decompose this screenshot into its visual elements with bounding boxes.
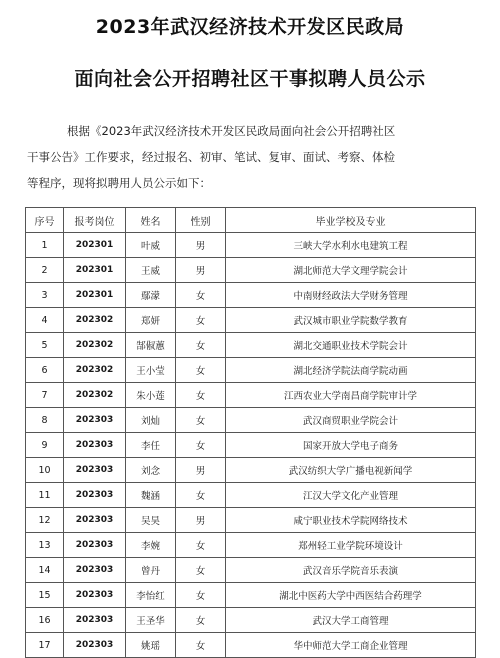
table-row — [26, 333, 476, 358]
cell-serial-number: 9 — [26, 433, 64, 458]
cell-school-major: 咸宁职业技术学院网络技术 — [226, 508, 476, 533]
table-row — [26, 483, 476, 508]
cell-position: 202303 — [64, 633, 126, 658]
table-row — [26, 283, 476, 308]
intro-paragraph-line-2: 干事公告》工作要求，经过报名、初审、笔试、复审、面试、考察、体检 — [27, 150, 395, 164]
cell-serial-number: 10 — [26, 458, 64, 483]
cell-serial-number: 13 — [26, 533, 64, 558]
header-name: 姓名 — [126, 208, 176, 233]
cell-position: 202302 — [64, 358, 126, 383]
cell-name: 朱小莲 — [126, 383, 176, 408]
cell-gender: 男 — [176, 233, 226, 258]
cell-school-major: 郑州轻工业学院环境设计 — [226, 533, 476, 558]
cell-gender: 女 — [176, 358, 226, 383]
table-row — [26, 558, 476, 583]
cell-name: 刘灿 — [126, 408, 176, 433]
cell-position: 202303 — [64, 558, 126, 583]
cell-gender: 女 — [176, 283, 226, 308]
cell-name: 姚瑶 — [126, 633, 176, 658]
cell-school-major: 华中师范大学工商企业管理 — [226, 633, 476, 658]
header-position: 报考岗位 — [64, 208, 126, 233]
cell-name: 魏涵 — [126, 483, 176, 508]
cell-serial-number: 17 — [26, 633, 64, 658]
cell-gender: 女 — [176, 558, 226, 583]
cell-gender: 男 — [176, 258, 226, 283]
cell-school-major: 武汉大学工商管理 — [226, 608, 476, 633]
cell-position: 202303 — [64, 608, 126, 633]
cell-school-major: 湖北经济学院法商学院动画 — [226, 358, 476, 383]
cell-school-major: 武汉商贸职业学院会计 — [226, 408, 476, 433]
cell-name: 吴昊 — [126, 508, 176, 533]
cell-school-major: 三峡大学水利水电建筑工程 — [226, 233, 476, 258]
cell-name: 郑妍 — [126, 308, 176, 333]
cell-serial-number: 3 — [26, 283, 64, 308]
cell-gender: 女 — [176, 433, 226, 458]
cell-name: 李任 — [126, 433, 176, 458]
cell-name: 刘念 — [126, 458, 176, 483]
cell-serial-number: 15 — [26, 583, 64, 608]
cell-gender: 女 — [176, 533, 226, 558]
cell-serial-number: 6 — [26, 358, 64, 383]
cell-gender: 女 — [176, 608, 226, 633]
cell-serial-number: 5 — [26, 333, 64, 358]
cell-serial-number: 2 — [26, 258, 64, 283]
table-row — [26, 233, 476, 258]
cell-school-major: 武汉城市职业学院数学教育 — [226, 308, 476, 333]
cell-gender: 女 — [176, 308, 226, 333]
cell-gender: 女 — [176, 383, 226, 408]
cell-name: 曾丹 — [126, 558, 176, 583]
cell-school-major: 江汉大学文化产业管理 — [226, 483, 476, 508]
table-row — [26, 508, 476, 533]
cell-position: 202301 — [64, 258, 126, 283]
table-row — [26, 458, 476, 483]
candidate-table — [25, 207, 476, 658]
table-row — [26, 608, 476, 633]
cell-school-major: 中南财经政法大学财务管理 — [226, 283, 476, 308]
cell-position: 202303 — [64, 483, 126, 508]
cell-gender: 女 — [176, 333, 226, 358]
cell-name: 王小莹 — [126, 358, 176, 383]
cell-gender: 女 — [176, 408, 226, 433]
cell-school-major: 湖北交通职业技术学院会计 — [226, 333, 476, 358]
cell-school-major: 湖北师范大学文理学院会计 — [226, 258, 476, 283]
header-gender: 性别 — [176, 208, 226, 233]
cell-serial-number: 16 — [26, 608, 64, 633]
header-school-major: 毕业学校及专业 — [226, 208, 476, 233]
cell-position: 202302 — [64, 383, 126, 408]
cell-gender: 男 — [176, 508, 226, 533]
table-header-row — [26, 208, 476, 233]
cell-serial-number: 14 — [26, 558, 64, 583]
intro-paragraph-line-3: 等程序，现将拟聘用人员公示如下： — [27, 176, 211, 190]
cell-gender: 男 — [176, 458, 226, 483]
table-row — [26, 383, 476, 408]
cell-name: 王圣华 — [126, 608, 176, 633]
cell-position: 202303 — [64, 458, 126, 483]
cell-position: 202303 — [64, 583, 126, 608]
table-row — [26, 258, 476, 283]
header-serial-number: 序号 — [26, 208, 64, 233]
cell-school-major: 国家开放大学电子商务 — [226, 433, 476, 458]
cell-serial-number: 11 — [26, 483, 64, 508]
cell-position: 202303 — [64, 533, 126, 558]
cell-name: 王威 — [126, 258, 176, 283]
cell-position: 202302 — [64, 308, 126, 333]
cell-serial-number: 12 — [26, 508, 64, 533]
cell-position: 202302 — [64, 333, 126, 358]
cell-serial-number: 1 — [26, 233, 64, 258]
table-row — [26, 408, 476, 433]
cell-serial-number: 4 — [26, 308, 64, 333]
cell-position: 202301 — [64, 283, 126, 308]
intro-paragraph-line-1: 根据《2023年武汉经济技术开发区民政局面向社会公开招聘社区 — [67, 124, 396, 138]
cell-school-major: 江西农业大学南昌商学院审计学 — [226, 383, 476, 408]
cell-gender: 女 — [176, 583, 226, 608]
cell-name: 李怡红 — [126, 583, 176, 608]
cell-school-major: 武汉音乐学院音乐表演 — [226, 558, 476, 583]
table-row — [26, 433, 476, 458]
table-row — [26, 358, 476, 383]
cell-name: 叶威 — [126, 233, 176, 258]
cell-position: 202303 — [64, 508, 126, 533]
cell-gender: 女 — [176, 633, 226, 658]
cell-name: 鄢濛 — [126, 283, 176, 308]
cell-position: 202303 — [64, 408, 126, 433]
cell-position: 202301 — [64, 233, 126, 258]
table-row — [26, 633, 476, 658]
table-body — [26, 233, 476, 658]
table-row — [26, 308, 476, 333]
table-row — [26, 583, 476, 608]
cell-name: 郜俶蕙 — [126, 333, 176, 358]
cell-name: 李婉 — [126, 533, 176, 558]
cell-position: 202303 — [64, 433, 126, 458]
cell-gender: 女 — [176, 483, 226, 508]
document-title-line-1: 2023年武汉经济技术开发区民政局 — [95, 16, 405, 38]
table-row — [26, 533, 476, 558]
cell-serial-number: 7 — [26, 383, 64, 408]
cell-school-major: 武汉纺织大学广播电视新闻学 — [226, 458, 476, 483]
document-title-line-2: 面向社会公开招聘社区干事拟聘人员公示 — [74, 68, 426, 90]
cell-serial-number: 8 — [26, 408, 64, 433]
cell-school-major: 湖北中医药大学中西医结合药理学 — [226, 583, 476, 608]
